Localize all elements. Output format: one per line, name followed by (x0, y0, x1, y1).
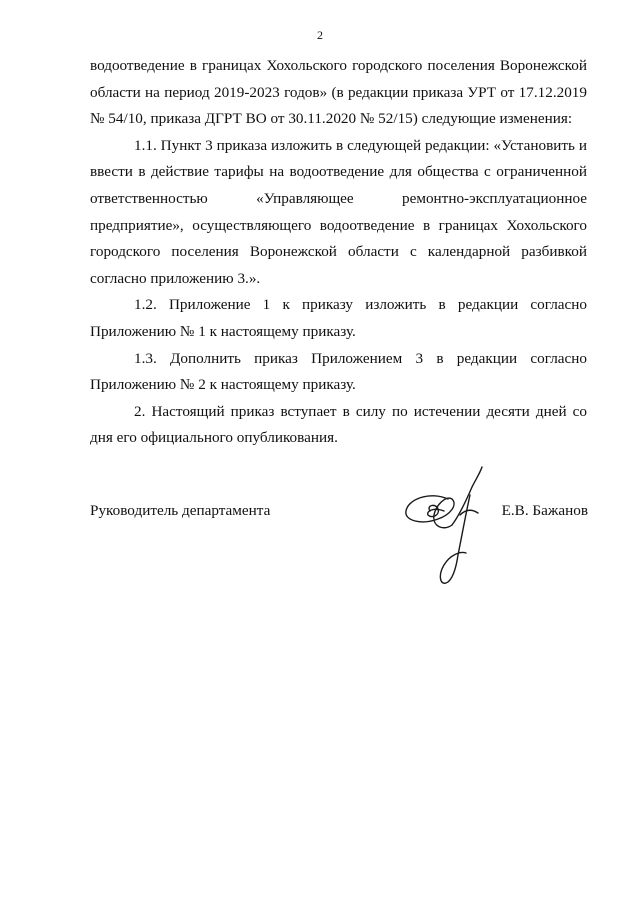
paragraph-item-1-1: 1.1. Пункт 3 приказа изложить в следующей редакции: «Установить и ввести в действие тарифы на водоотведение для общества с ограниченной ответственностью «Управляющее ремонтно-эксплуатационное предприятие», осуществляющего водоотведение в границах Хохольского городского поселения Воронежской области с календарной разбивкой согласно приложению 3.». (90, 136, 587, 287)
handwritten-signature (400, 465, 500, 590)
signatory-name: Е.В. Бажанов (501, 502, 588, 519)
paragraph-item-1-3: 1.3. Дополнить приказ Приложением 3 в редакции согласно Приложению № 2 к настоящему приказу. (90, 349, 587, 394)
signature-block (90, 502, 588, 532)
signatory-title: Руководитель департамента (90, 502, 271, 519)
paragraph-item-2: 2. Настоящий приказ вступает в силу по истечении десяти дней со дня его официального опубликования. (90, 402, 587, 447)
document-body (90, 53, 587, 452)
paragraph-continuation: водоотведение в границах Хохольского городского поселения Воронежской области на период 2019-2023 годов» (в редакции приказа УРТ от 17.12.2019 № 54/10, приказа ДГРТ ВО от 30.11.2020 № 52/15) следующие изменения: (90, 57, 587, 128)
page-number: 2 (317, 28, 323, 42)
paragraph-item-1-2: 1.2. Приложение 1 к приказу изложить в редакции согласно Приложению № 1 к настоящему приказу. (90, 296, 587, 340)
